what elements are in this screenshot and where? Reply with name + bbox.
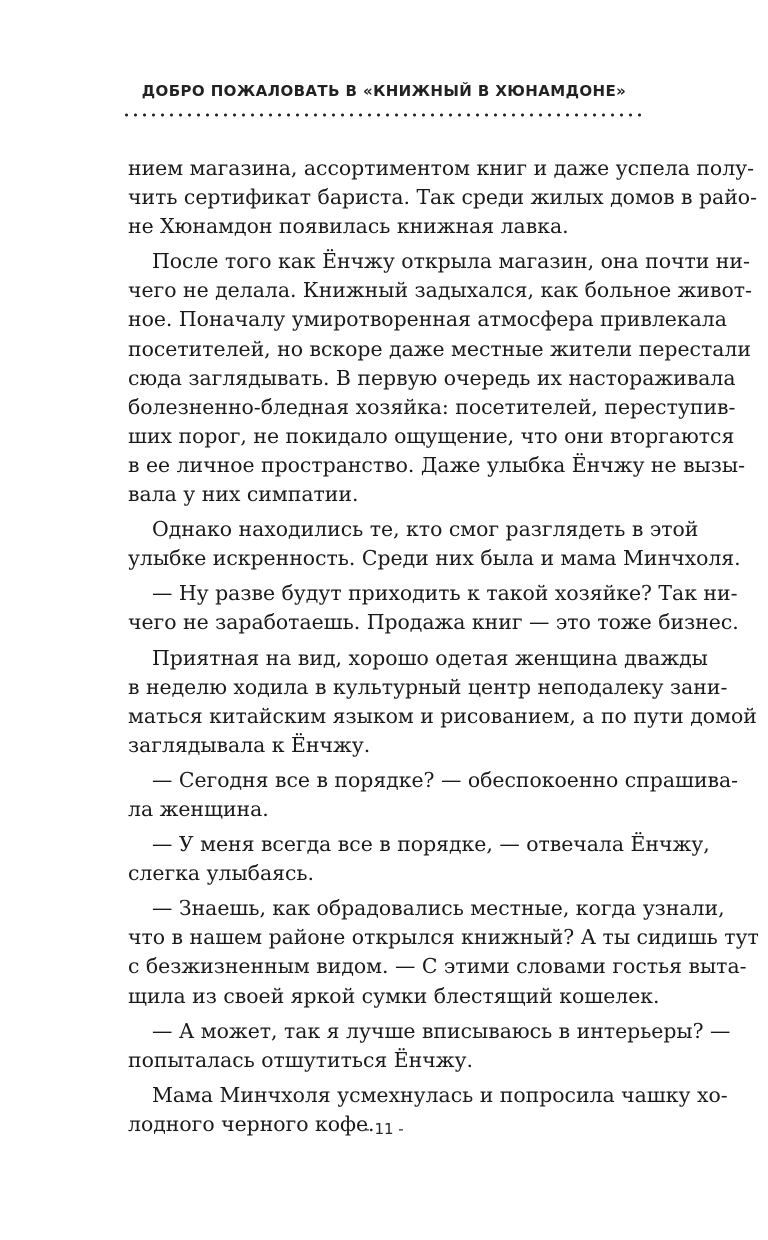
text-line: лодного черного кофе.: [128, 1111, 375, 1136]
text-line: маться китайским языком и рисованием, а по пути домой: [128, 703, 757, 728]
text-line: — Сегодня все в порядке? — обеспокоенно спрашива-: [152, 767, 739, 792]
text-line: заглядывала к Ёнчжу.: [128, 732, 371, 757]
text-line: в неделю ходила в культурный центр неподалеку зани-: [128, 674, 728, 699]
paragraph: [128, 1017, 731, 1075]
text-line: с безжизненным видом. — С этими словами гостья выта-: [128, 954, 747, 979]
text-line: не Хюнамдон появилась книжная лавка.: [128, 214, 569, 239]
text-line: ное. Поначалу умиротворенная атмосфера привлекала: [128, 307, 727, 332]
text-line: щила из своей яркой сумки блестящий кошелек.: [128, 983, 660, 1008]
text-line: слегка улыбаясь.: [128, 861, 314, 886]
text-line: ших порог, не покидало ощущение, что они вторгаются: [128, 423, 735, 448]
dotted-divider: [122, 112, 642, 118]
paragraph: [128, 766, 739, 824]
text-line: Однако находились те, кто смог разглядеть в этой: [152, 517, 699, 542]
text-line: улыбке искренность. Среди них была и мама Минчхоля.: [128, 546, 741, 571]
text-line: — А может, так я лучше вписываюсь в интерьеры? —: [152, 1018, 731, 1043]
paragraph: [128, 644, 757, 760]
paragraph: [128, 154, 757, 241]
text-line: посетителей, но вскоре даже местные жители перестали: [128, 336, 751, 361]
text-line: болезненно-бледная хозяйка: посетителей, переступив-: [128, 394, 736, 419]
text-line: чего не заработаешь. Продажа книг — это тоже бизнес.: [128, 610, 739, 635]
text-line: что в нашем районе открылся книжный? А ты сидишь тут: [128, 925, 759, 950]
text-line: ла женщина.: [128, 796, 269, 821]
paragraph: [128, 247, 752, 509]
text-line: сюда заглядывать. В первую очередь их настораживала: [128, 365, 736, 390]
text-line: чить сертификат бариста. Так среди жилых домов в райо-: [128, 185, 757, 210]
body-text: [128, 154, 759, 1139]
paragraph: [128, 579, 739, 637]
paragraph: [128, 894, 759, 1010]
text-line: чего не делала. Книжный задыхался, как больное живот-: [128, 278, 752, 303]
text-line: — Знаешь, как обрадовались местные, когда узнали,: [152, 896, 725, 921]
page-number: - 11 -: [364, 1120, 404, 1138]
text-line: Мама Минчхоля усмехнулась и попросила чашку хо-: [152, 1082, 728, 1107]
text-line: нием магазина, ассортиментом книг и даже успела полу-: [128, 156, 755, 180]
text-line: вала у них симпатии.: [128, 482, 359, 507]
text-line: попыталась отшутиться Ёнчжу.: [128, 1047, 473, 1072]
text-line: — У меня всегда все в порядке, — отвечала Ёнчжу,: [152, 832, 710, 857]
text-line: в ее личное пространство. Даже улыбка Ёнчжу не вызы-: [128, 452, 746, 477]
text-line: Приятная на вид, хорошо одетая женщина дважды: [152, 645, 708, 670]
running-header: ДОБРО ПОЖАЛОВАТЬ В «КНИЖНЫЙ В ХЮНАМДОНЕ»: [141, 82, 627, 100]
paragraph: [128, 830, 710, 888]
text-line: — Ну разве будут приходить к такой хозяйке? Так ни-: [152, 581, 738, 606]
text-line: После того как Ёнчжу открыла магазин, она почти ни-: [152, 249, 750, 274]
paragraph: [128, 515, 741, 573]
